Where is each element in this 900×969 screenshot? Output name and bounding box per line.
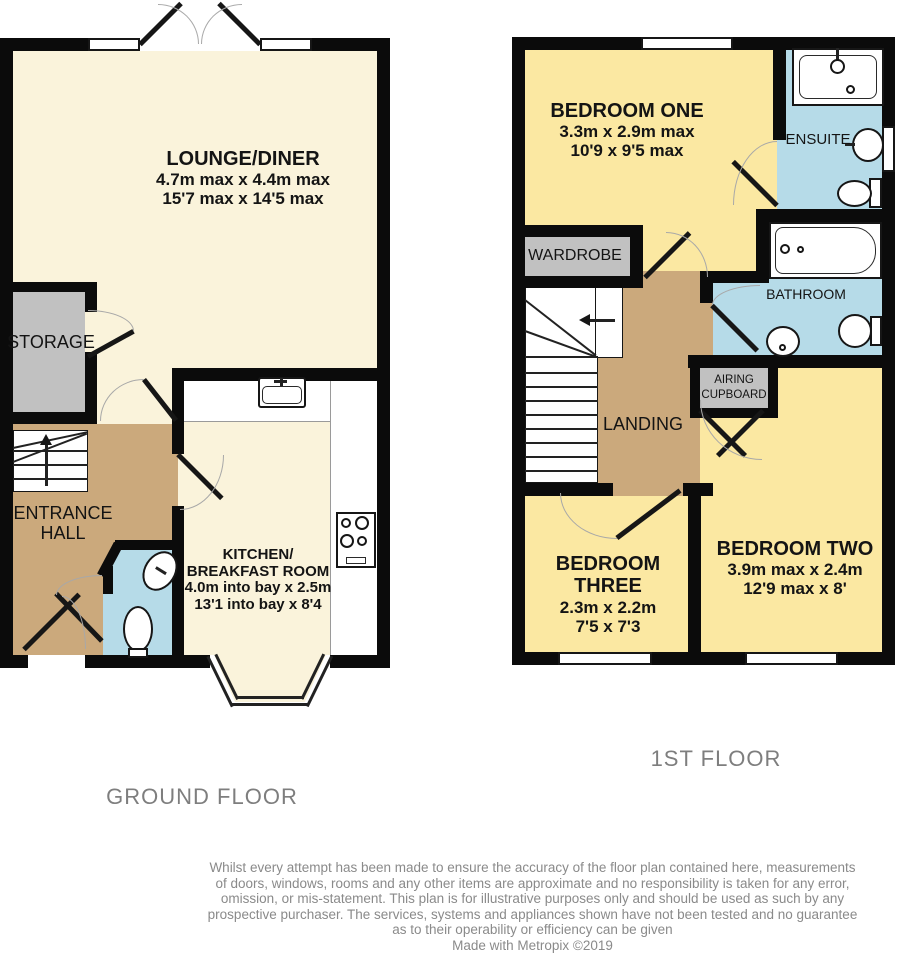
ensuite-drain [846,85,855,94]
window [745,652,838,665]
stair-tread-line [525,372,598,374]
landing-label [593,414,693,434]
stair-tread-line [525,414,598,416]
bedroom-one-pocket [713,222,756,271]
wall [773,50,786,140]
staircase-first [525,283,598,483]
room-dim-imperial: 15'7 max x 14'5 max [162,189,324,209]
bathroom-basin-icon [766,326,800,357]
bedroom-three-label [518,553,698,636]
bath-inner [775,227,876,274]
ensuite-label [779,132,857,149]
room-dim-metric: 3.3m x 2.9m max [559,122,695,142]
bedroom-two-label [697,538,893,598]
bedroom-one-label [517,100,737,160]
room-name: LANDING [602,414,683,434]
stair-tread-line [525,470,598,472]
bathroom-toilet-icon [838,314,872,348]
room-name: THREE [574,575,642,598]
stairs-direction-line [589,319,615,322]
wall [838,652,895,665]
stair-tread-line [525,456,598,458]
room-name: BEDROOM ONE [550,100,704,122]
room-name: BATHROOM [766,286,846,302]
room-dim-imperial: 13'1 into bay x 8'4 [194,595,322,613]
room-name: CUPBOARD [701,388,767,401]
window [558,652,652,665]
disclaimer-line: omission, or mis-statement. This plan is for illustrative purposes only and should be used as such by any [220,891,845,907]
bathroom-label [760,287,852,303]
ensuite-toilet-icon [837,180,872,207]
wall [688,355,895,368]
airing-cupboard-label [688,373,780,403]
disclaimer [145,860,900,954]
room-name: ENSUITE [785,131,851,148]
room-name: LOUNGE/DINER [166,148,320,170]
room-name: ENTRANCE [13,503,113,523]
room-name: HALL [40,523,86,544]
disclaimer-line: of doors, windows, rooms and any other items are approximate and no responsibility is taken for any error, [215,875,850,891]
room-dim-metric: 3.9m max x 2.4m [727,560,863,580]
wall [756,209,895,222]
room-dim-metric: 2.3m x 2.2m [559,597,657,617]
bath-tap-icon [780,244,790,254]
window [882,126,895,172]
stair-tread-line [525,386,598,388]
stair-tread-line [525,356,598,358]
wall [756,209,769,283]
disclaimer-line: as to their operability or efficiency can be given [392,922,673,938]
room-dim-imperial: 10'9 x 9'5 max [570,141,684,161]
stair-tread-line [525,428,598,430]
first-floor-title: 1ST FLOOR [650,746,782,771]
room-name: STORAGE [7,332,95,352]
room-dim-imperial: 12'9 max x 8' [743,579,847,599]
room-dim-metric: 4.7m max x 4.4m max [156,170,330,190]
ground-floor-title: GROUND FLOOR [106,784,298,809]
bathroom-basin-drain [779,344,786,351]
wardrobe-label [518,247,632,265]
disclaimer-line: prospective purchaser. The services, systems and appliances shown have not been tested and no guarantee [207,906,858,922]
metropix-credit: Made with Metropix ©2019 [452,937,613,953]
stair-tread-line [525,400,598,402]
room-name: AIRING [714,374,754,386]
disclaimer-line: Whilst every attempt has been made to ensure the accuracy of the floor plan contained here, measurements [209,860,856,875]
room-dim-metric: 4.0m into bay x 2.5m [184,579,332,596]
bath-drain [797,246,804,253]
stairs-down-arrow-icon [579,314,590,326]
stair-tread-line [525,442,598,444]
room-name: BEDROOM TWO [716,538,874,560]
ensuite-tap-icon [830,59,845,74]
landing-floor [700,303,713,355]
room-name: BREAKFAST ROOM [186,562,330,580]
wall [512,652,558,665]
room-name: KITCHEN/ [222,546,294,563]
room-dim-imperial: 7'5 x 7'3 [575,616,641,636]
wall [512,37,641,50]
room-name: BEDROOM [555,553,661,575]
room-name: WARDROBE [528,247,622,264]
window [641,37,733,50]
